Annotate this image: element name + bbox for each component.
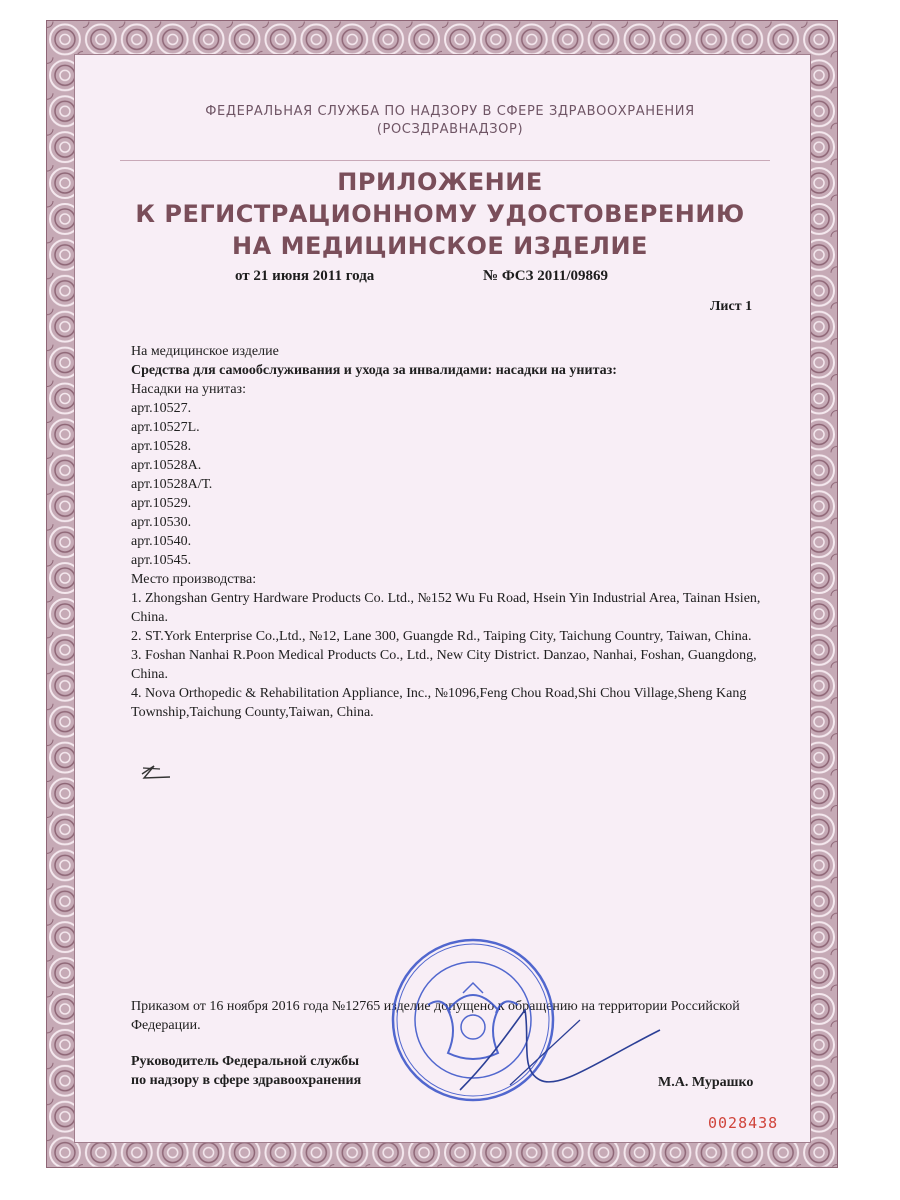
header-divider <box>120 160 770 161</box>
head-title-line-2: по надзору в сфере здравоохранения <box>131 1073 362 1088</box>
serial-number: 0028438 <box>708 1114 779 1132</box>
article-item: арт.10528. <box>131 439 192 454</box>
article-item: арт.10540. <box>131 534 192 549</box>
document-title-line-2: К РЕГИСТРАЦИОННОМУ УДОСТОВЕРЕНИЮ <box>135 200 745 228</box>
product-type: Насадки на унитаз: <box>131 382 246 397</box>
article-item: арт.10528А/Т. <box>131 477 213 492</box>
article-item: арт.10527. <box>131 401 192 416</box>
manufacturer-item: 1. Zhongshan Gentry Hardware Products Co. Ltd., №152 Wu Fu Road, Hsein Yin Industrial Area, Tainan Hsien, China. <box>131 591 761 625</box>
head-title-line-1: Руководитель Федеральной службы <box>131 1054 360 1069</box>
handwritten-signature <box>430 990 670 1110</box>
article-item: арт.10529. <box>131 496 192 511</box>
head-title <box>131 1052 361 1090</box>
manufacturer-item: 4. Nova Orthopedic & Rehabilitation Appliance, Inc., №1096,Feng Chou Road,Shi Chou Village,Sheng Kang Township,Taichung County,Taiwan, China. <box>131 686 747 720</box>
agency-name: ФЕДЕРАЛЬНАЯ СЛУЖБА ПО НАДЗОРУ В СФЕРЕ ЗДРАВООХРАНЕНИЯ <box>205 104 695 119</box>
article-item: арт.10530. <box>131 515 192 530</box>
issue-date: от 21 июня 2011 года <box>235 268 375 284</box>
closing-mark-icon <box>140 760 174 782</box>
document-title-line-1: ПРИЛОЖЕНИЕ <box>337 168 543 196</box>
product-name: Средства для самообслуживания и ухода за инвалидами: насадки на унитаз: <box>131 363 617 378</box>
agency-abbreviation: (РОСЗДРАВНАДЗОР) <box>376 122 524 137</box>
order-text: Приказом от 16 ноября 2016 года №12765 изделие допущено к обращению на территории Российской Федерации. <box>131 999 740 1033</box>
article-item: арт.10527L. <box>131 420 200 435</box>
document-title-line-3: НА МЕДИЦИНСКОЕ ИЗДЕЛИЕ <box>232 232 648 260</box>
manufacturer-item: 3. Foshan Nanhai R.Poon Medical Products Co., Ltd., New City District. Danzao, Nanhai, Foshan, Guangdong, China. <box>131 648 757 682</box>
document-content <box>131 342 781 722</box>
article-item: арт.10528А. <box>131 458 202 473</box>
production-heading: Место производства: <box>131 572 257 587</box>
intro-text: На медицинское изделие <box>131 344 279 359</box>
certificate-number: № ФСЗ 2011/09869 <box>483 268 609 284</box>
sheet-number: Лист 1 <box>710 299 753 314</box>
manufacturer-item: 2. ST.York Enterprise Co.,Ltd., №12, Lane 300, Guangde Rd., Taiping City, Taichung Country, Taiwan, China. <box>131 629 752 644</box>
article-item: арт.10545. <box>131 553 192 568</box>
signer-name: М.А. Мурашко <box>658 1075 754 1090</box>
